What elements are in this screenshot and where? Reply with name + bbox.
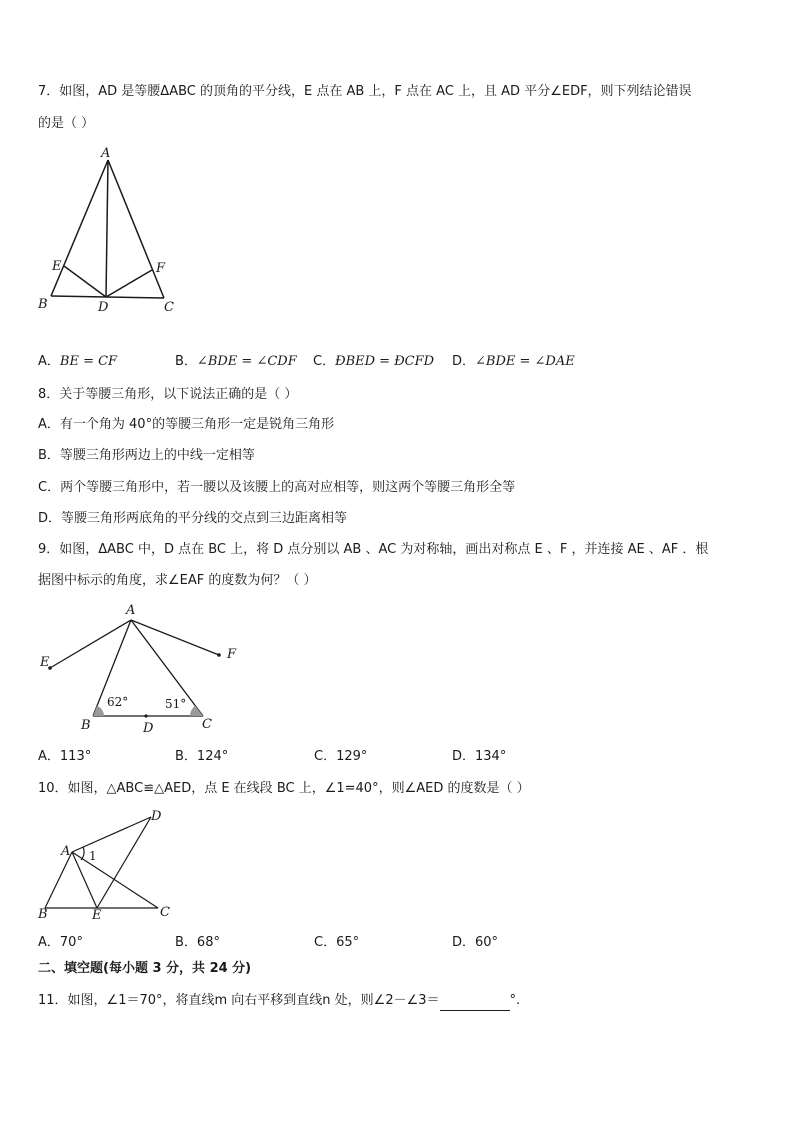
q9-option-b-letter: B． bbox=[175, 749, 197, 764]
q7-option-b-letter: B． bbox=[175, 354, 197, 369]
q7-label-a: A bbox=[101, 146, 111, 161]
q10-option-d-letter: D． bbox=[452, 935, 476, 950]
q8-option-d: D．等腰三角形两底角的平分线的交点到三边距离相等 bbox=[38, 511, 348, 526]
q10-option-c-letter: C． bbox=[314, 935, 337, 950]
q9-label-d: D bbox=[143, 721, 154, 736]
q9-option-d-text: 134° bbox=[475, 749, 507, 764]
q7-label-b: B bbox=[38, 297, 48, 312]
q10-option-d bbox=[452, 933, 498, 953]
q9-angle-c-label: 51° bbox=[165, 697, 187, 711]
q10-segment-ed bbox=[97, 817, 151, 908]
q11-stem: 11．如图，∠1＝70°，将直线m 向右平移到直线n 处，则∠2－∠3＝ bbox=[38, 993, 440, 1008]
q10-option-b-letter: B． bbox=[175, 935, 197, 950]
q7-option-d bbox=[452, 352, 575, 372]
q10-side-ab bbox=[45, 852, 72, 908]
q9-option-b-text: 124° bbox=[196, 749, 229, 764]
q9-option-a bbox=[38, 747, 91, 767]
q7-option-a bbox=[38, 352, 117, 372]
q7-label-e: E bbox=[52, 259, 62, 274]
q10-label-a: A bbox=[61, 844, 71, 859]
q10-figure bbox=[36, 808, 181, 923]
q10-option-d-text: 60° bbox=[475, 935, 499, 950]
q10-option-c bbox=[314, 933, 359, 953]
q10-label-c: C bbox=[160, 905, 170, 920]
q11-tail: °. bbox=[509, 993, 521, 1008]
q7-stem-line2: 的是（ ） bbox=[38, 116, 95, 131]
q10-label-d: D bbox=[151, 809, 162, 824]
q7-option-c-letter: C． bbox=[313, 354, 336, 369]
q7-label-d: D bbox=[98, 300, 109, 315]
q10-option-a-text: 70° bbox=[59, 935, 83, 950]
q7-option-d-letter: D． bbox=[452, 354, 476, 369]
q9-segment-ae bbox=[50, 620, 131, 668]
q7-option-a-letter: A． bbox=[38, 354, 60, 369]
q11-stem-line bbox=[38, 991, 520, 1011]
q9-figure bbox=[36, 602, 246, 737]
q9-option-a-letter: A． bbox=[38, 749, 60, 764]
q9-option-a-text: 113° bbox=[59, 749, 92, 764]
q9-angle-b-label: 62° bbox=[107, 695, 129, 709]
q7-segment-de bbox=[64, 266, 106, 297]
q9-stem-line2: 据图中标示的角度，求∠EAF 的度数为何？（ ） bbox=[38, 573, 317, 588]
q7-side-ab bbox=[51, 160, 108, 296]
q10-option-c-text: 65° bbox=[336, 935, 360, 950]
q10-angle-1-label: 1 bbox=[89, 849, 97, 863]
q8-option-c: C．两个等腰三角形中，若一腰以及该腰上的高对应相等，则这两个等腰三角形全等 bbox=[38, 480, 516, 495]
q8-option-a: A．有一个角为 40°的等腰三角形一定是锐角三角形 bbox=[38, 417, 335, 432]
q9-label-f: F bbox=[227, 647, 237, 662]
q9-option-b bbox=[175, 747, 228, 767]
q10-option-a-letter: A． bbox=[38, 935, 60, 950]
q8-stem: 8．关于等腰三角形，以下说法正确的是（ ） bbox=[38, 387, 298, 402]
q10-stem: 10．如图，△ABC≌△AED，点 E 在线段 BC 上，∠1=40°，则∠AED 的度数是（ ） bbox=[38, 781, 530, 796]
q10-segment-ad bbox=[72, 817, 151, 852]
q9-label-a: A bbox=[126, 603, 136, 618]
q9-option-d bbox=[452, 747, 506, 767]
q10-label-e: E bbox=[92, 908, 102, 923]
q9-point-d bbox=[144, 714, 147, 717]
q7-option-d-text: ∠BDE = ∠DAE bbox=[475, 354, 575, 369]
q7-label-f: F bbox=[156, 261, 166, 276]
q9-option-c bbox=[314, 747, 367, 767]
q9-label-c: C bbox=[202, 717, 212, 732]
q7-bisector-ad bbox=[106, 160, 108, 297]
q7-label-c: C bbox=[164, 300, 174, 315]
q9-label-b: B bbox=[81, 718, 91, 733]
q10-label-b: B bbox=[38, 907, 48, 922]
q9-option-c-letter: C． bbox=[314, 749, 337, 764]
q9-stem-line1: 9．如图，ΔABC 中，D 点在 BC 上，将 D 点分别以 AB 、AC 为对称轴，画出对称点 E 、F ，并连接 AE 、AF ．根 bbox=[38, 542, 709, 557]
q9-label-e: E bbox=[40, 655, 50, 670]
q7-figure bbox=[36, 148, 186, 318]
q10-option-b bbox=[175, 933, 220, 953]
q7-side-ac bbox=[108, 160, 164, 298]
q7-option-c-text: ÐBED = ÐCFD bbox=[335, 354, 435, 369]
q9-point-f bbox=[217, 653, 221, 657]
q9-option-c-text: 129° bbox=[336, 749, 368, 764]
q8-option-b: B．等腰三角形两边上的中线一定相等 bbox=[38, 448, 255, 463]
q10-option-b-text: 68° bbox=[196, 935, 220, 950]
q10-option-a bbox=[38, 933, 83, 953]
section-fill-in-title: 二、填空题(每小题 3 分，共 24 分) bbox=[38, 961, 252, 976]
q11-answer-blank[interactable] bbox=[440, 996, 510, 1011]
q7-segment-df bbox=[106, 270, 152, 297]
q7-stem-line1: 7．如图，AD 是等腰ΔABC 的顶角的平分线，E 点在 AB 上，F 点在 AC 上，且 AD 平分∠EDF，则下列结论错误 bbox=[38, 84, 692, 99]
q9-option-d-letter: D． bbox=[452, 749, 476, 764]
q7-option-a-text: BE = CF bbox=[59, 354, 118, 369]
q7-option-b-text: ∠BDE = ∠CDF bbox=[196, 354, 297, 369]
q7-option-c bbox=[313, 352, 434, 372]
q7-option-b bbox=[175, 352, 297, 372]
